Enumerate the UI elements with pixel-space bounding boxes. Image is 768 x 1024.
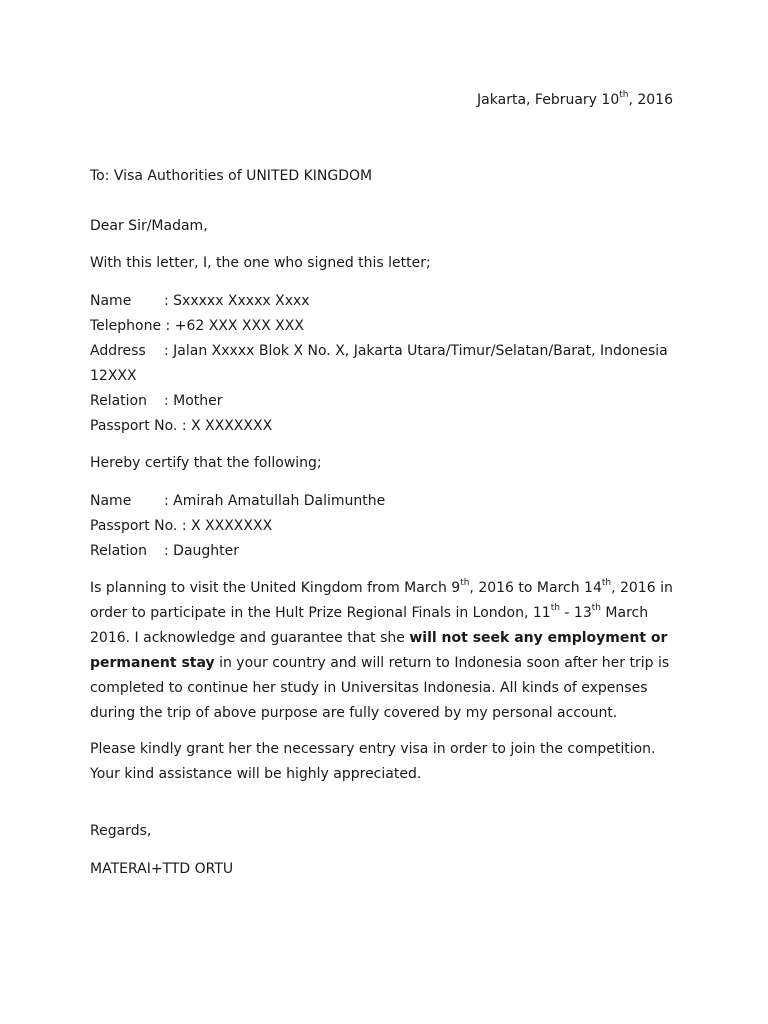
ordinal: th — [601, 578, 612, 589]
subject-name — [90, 489, 385, 514]
text-run: order to participate in the Hult Prize Regional Finals in London, 11 — [90, 605, 551, 621]
body-line-1 — [90, 576, 673, 601]
field-value: : Mother — [164, 393, 223, 409]
text-run: - 13 — [559, 605, 592, 621]
intro-line: With this letter, I, the one who signed this letter; — [90, 255, 431, 271]
text-run: in your country and will return to Indonesia soon after her trip is — [214, 655, 670, 671]
signer-name — [90, 289, 310, 314]
salutation: Dear Sir/Madam, — [90, 218, 208, 234]
letter-date — [477, 88, 673, 113]
text-run: March — [600, 605, 649, 621]
bold-text-run: will not seek any employment or — [409, 630, 668, 646]
signer-telephone: Telephone : +62 XXX XXX XXX — [90, 318, 304, 334]
field-value: : Jalan Xxxxx Blok X No. X, Jakarta Utara/Timur/Selatan/Barat, Indonesia — [164, 343, 668, 359]
body-line-6: during the trip of above purpose are fully covered by my personal account. — [90, 705, 618, 721]
field-value: : Amirah Amatullah Dalimunthe — [164, 493, 386, 509]
text-run: , 2016 in — [611, 580, 673, 596]
subject-passport: Passport No. : X XXXXXXX — [90, 518, 273, 534]
signer-address-cont: 12XXX — [90, 368, 137, 384]
signer-passport: Passport No. : X XXXXXXX — [90, 418, 273, 434]
field-label: Name — [90, 493, 132, 509]
field-label: Address — [90, 343, 146, 359]
field-value: : Sxxxxx Xxxxx Xxxx — [164, 293, 310, 309]
ordinal: th — [460, 578, 470, 589]
field-label: Name — [90, 293, 132, 309]
text-run: , 2016 to March 14 — [469, 580, 602, 596]
text-run: 2016. I acknowledge and guarantee that she — [90, 630, 410, 646]
field-value: : Daughter — [164, 543, 240, 559]
signer-relation — [90, 389, 223, 414]
subject-relation — [90, 539, 239, 564]
request-line-2: Your kind assistance will be highly appreciated. — [90, 766, 422, 782]
text-run: Is planning to visit the United Kingdom from March 9 — [90, 580, 461, 596]
recipient: To: Visa Authorities of UNITED KINGDOM — [90, 168, 373, 184]
signature-note: MATERAI+TTD ORTU — [90, 861, 234, 877]
body-line-2 — [90, 601, 648, 626]
body-line-5: completed to continue her study in Universitas Indonesia. All kinds of expenses — [90, 680, 648, 696]
body-line-4 — [90, 651, 669, 676]
field-label: Relation — [90, 543, 147, 559]
ordinal: th — [550, 603, 560, 614]
request-line-1: Please kindly grant her the necessary entry visa in order to join the competition. — [90, 741, 656, 757]
signer-address — [90, 339, 668, 364]
certify-line: Hereby certify that the following; — [90, 455, 322, 471]
date-text: Jakarta, February 10 — [477, 92, 620, 108]
bold-text-run: permanent stay — [90, 655, 215, 671]
ordinal: th — [591, 603, 601, 614]
field-label: Relation — [90, 393, 147, 409]
closing: Regards, — [90, 823, 152, 839]
body-line-3 — [90, 626, 667, 651]
date-year: , 2016 — [628, 92, 673, 108]
date-ordinal: th — [619, 90, 629, 101]
